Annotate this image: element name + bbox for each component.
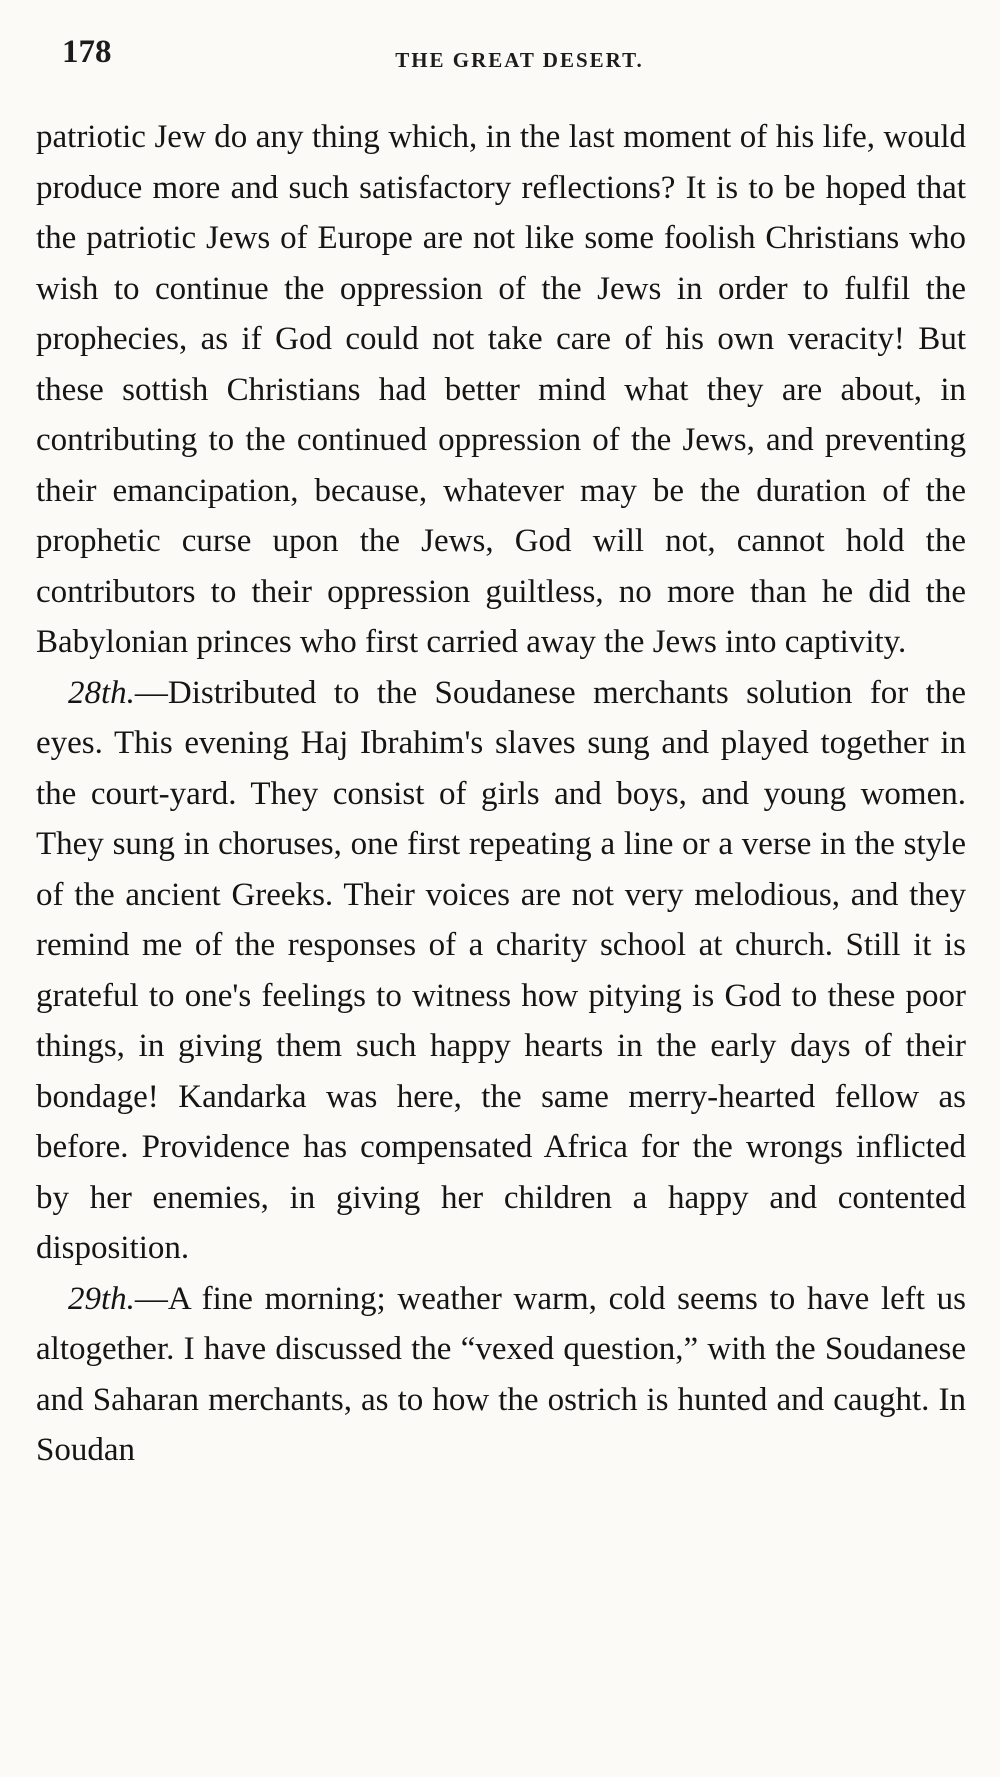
paragraph-continuation (36, 112, 966, 668)
entry-date: 28th. (68, 674, 135, 711)
paragraph-29th (36, 1274, 966, 1476)
entry-date: 29th. (68, 1280, 135, 1317)
body-text (36, 112, 966, 1476)
paragraph-text: patriotic Jew do any thing which, in the last moment of his life, would produce more and such satisfactory reflections? It is to be hoped that the patriotic Jews of Europe are not like some foolish Christians who wish to continue the oppression of the Jews in order to fulfil the prophecies, as if God could not take care of his own veracity! But these sottish Christians had better mind what they are about, in contributing to the continued oppression of the Jews, and preventing their emancipation, because, whatever may be the duration of the prophetic curse upon the Jews, God will not, cannot hold the contributors to their oppression guiltless, no more than he did the Babylonian princes who first carried away the Jews into captivity. (36, 119, 966, 660)
running-title: THE GREAT DESERT. (395, 48, 644, 72)
page-header (62, 34, 977, 78)
paragraph-28th (36, 668, 966, 1274)
paragraph-text: —Distributed to the Soudanese merchants solution for the eyes. This evening Haj Ibrahim's slaves sung and played together in the court-yard. They consist of girls and boys, and young women. They sung in choruses, one first repeating a line or a verse in the style of the ancient Greeks. Their voices are not very melodious, and they remind me of the responses of a charity school at church. Still it is grateful to one's feelings to witness how pitying is God to these poor things, in giving them such happy hearts in the early days of their bondage! Kandarka was here, the same merry-hearted fellow as before. Providence has compensated Africa for the wrongs inflicted by her enemies, in giving her children a happy and contented disposition. (36, 674, 966, 1266)
paragraph-text: —A fine morning; weather warm, cold seems to have left us altogether. I have discussed the “vexed question,” with the Soudanese and Saharan merchants, as to how the ostrich is hunted and caught. In Soudan (36, 1280, 966, 1468)
page-number: 178 (62, 34, 112, 70)
